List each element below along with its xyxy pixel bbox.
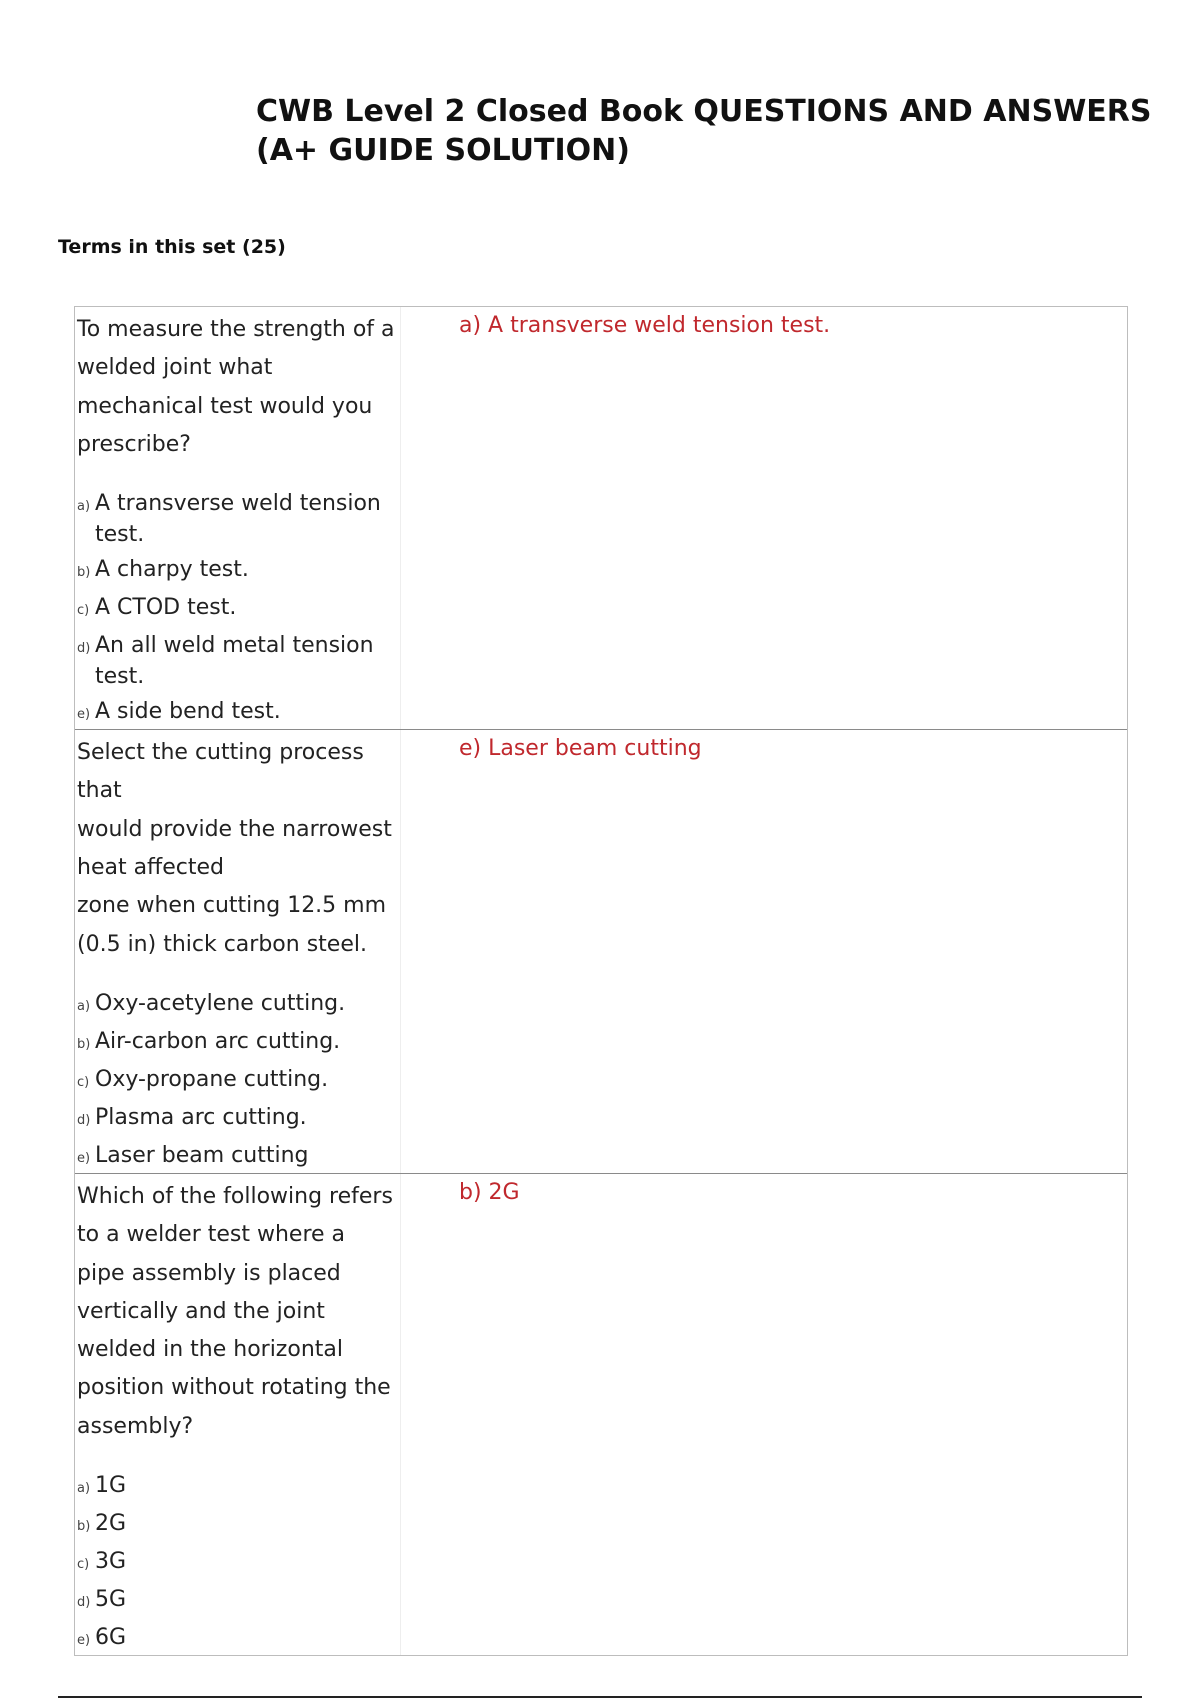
option-b xyxy=(77,556,400,587)
option-text: A transverse weld tension test. xyxy=(95,491,381,548)
option-text: 5G xyxy=(95,1587,127,1613)
option-text: 2G xyxy=(95,1511,127,1537)
terms-count-label: Terms in this set (25) xyxy=(58,236,286,258)
term-row-3 xyxy=(75,1173,1127,1655)
option-letter: a) xyxy=(77,499,91,515)
term-question-cell xyxy=(75,1174,401,1655)
option-letter: b) xyxy=(77,565,91,581)
option-e xyxy=(77,1624,400,1655)
option-a xyxy=(77,490,400,549)
term-question-cell xyxy=(75,307,401,729)
option-letter: d) xyxy=(77,1112,91,1128)
option-text: A side bend test. xyxy=(95,699,281,725)
option-d xyxy=(77,1104,400,1135)
option-letter: d) xyxy=(77,1595,91,1611)
option-text: Oxy-acetylene cutting. xyxy=(95,990,346,1016)
option-letter: b) xyxy=(77,1036,91,1052)
option-d xyxy=(77,632,400,691)
option-letter: e) xyxy=(77,1633,91,1649)
option-letter: c) xyxy=(77,1557,90,1573)
option-letter: b) xyxy=(77,1519,91,1535)
document-title: CWB Level 2 Closed Book QUESTIONS AND ANSWERS (A+ GUIDE SOLUTION) xyxy=(256,94,1152,168)
option-c xyxy=(77,1548,400,1579)
options-list xyxy=(77,490,400,729)
option-d xyxy=(77,1586,400,1617)
option-text: 6G xyxy=(95,1625,127,1651)
option-letter: a) xyxy=(77,1481,91,1497)
option-text: A charpy test. xyxy=(95,557,249,583)
term-question-cell xyxy=(75,730,401,1173)
option-text: 1G xyxy=(95,1473,127,1499)
option-text: Air-carbon arc cutting. xyxy=(95,1028,341,1054)
option-b xyxy=(77,1510,400,1541)
option-letter: a) xyxy=(77,998,91,1014)
option-letter: d) xyxy=(77,641,91,657)
option-letter: c) xyxy=(77,603,90,619)
term-answer-cell: a) A transverse weld tension test. xyxy=(459,313,831,338)
term-answer-cell: e) Laser beam cutting xyxy=(459,736,702,762)
term-answer-cell: b) 2G xyxy=(459,1179,520,1205)
option-a xyxy=(77,1472,400,1503)
option-letter: c) xyxy=(77,1074,90,1090)
question-text: Which of the following refers to a welder test where a pipe assembly is placed vertically and the joint welded in the horizontal position without rotating the assembly? xyxy=(77,1183,393,1439)
option-text: Plasma arc cutting. xyxy=(95,1104,307,1130)
option-a xyxy=(77,990,400,1021)
terms-table xyxy=(74,306,1128,1656)
option-c xyxy=(77,594,400,625)
option-text: 3G xyxy=(95,1549,127,1575)
question-text: Select the cutting process that would provide the narrowest heat affected zone when cutting 12.5 mm (0.5 in) thick carbon steel. xyxy=(77,740,392,957)
term-row-2 xyxy=(75,729,1127,1173)
option-c xyxy=(77,1066,400,1097)
option-text: A CTOD test. xyxy=(95,595,237,621)
option-text: Oxy-propane cutting. xyxy=(95,1066,329,1092)
question-text: To measure the strength of a welded joint what mechanical test would you prescribe? xyxy=(77,317,395,457)
term-row-1 xyxy=(75,307,1127,729)
option-text: An all weld metal tension test. xyxy=(95,633,374,690)
option-letter: e) xyxy=(77,707,91,723)
option-text: Laser beam cutting xyxy=(95,1142,309,1168)
options-list xyxy=(77,990,400,1173)
options-list xyxy=(77,1472,400,1655)
option-e xyxy=(77,1142,400,1173)
option-e xyxy=(77,698,400,729)
option-letter: e) xyxy=(77,1150,91,1166)
option-b xyxy=(77,1028,400,1059)
page-divider xyxy=(58,1696,1142,1698)
